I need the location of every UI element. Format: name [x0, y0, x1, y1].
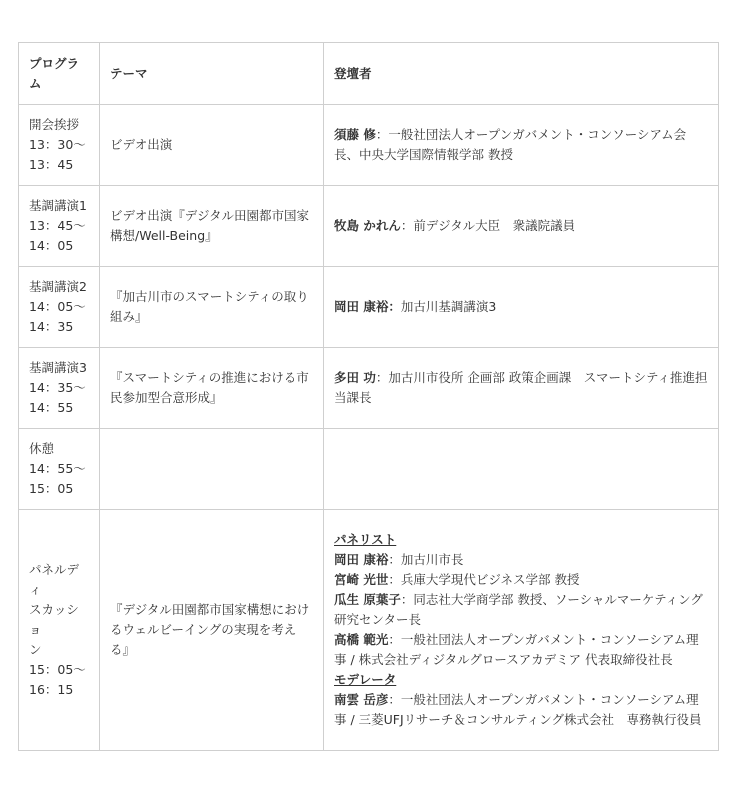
- header-speakers: 登壇者: [324, 43, 719, 105]
- theme-cell: 『加古川市のスマートシティの取り組み』: [100, 267, 324, 348]
- table-row: [19, 429, 719, 510]
- table-row: [19, 267, 719, 348]
- speaker-desc: ：前デジタル大臣 衆議院議員: [400, 218, 576, 233]
- panelist-entry: [334, 570, 708, 590]
- theme-cell: [100, 429, 324, 510]
- panelist-entry: [334, 630, 708, 670]
- program-cell: [19, 186, 100, 267]
- theme-cell: ビデオ出演: [100, 105, 324, 186]
- program-end: 14：55: [29, 400, 74, 415]
- program-cell: [19, 429, 100, 510]
- speaker-desc: ：一般社団法人オープンガバメント・コンソーシアム会長、中央大学国際情報学部 教授: [334, 127, 687, 162]
- program-cell: [19, 267, 100, 348]
- program-title: 基調講演2: [29, 279, 87, 294]
- program-end: 14：05: [29, 238, 74, 253]
- speaker-cell: [324, 105, 719, 186]
- speaker-name: 南雲 岳彦: [334, 692, 389, 707]
- program-cell: [19, 105, 100, 186]
- speaker-desc: ：加古川市長: [388, 552, 464, 567]
- speaker-name: 岡田 康裕：: [334, 299, 401, 314]
- program-end: 14：35: [29, 319, 74, 334]
- theme-cell: 『スマートシティの推進における市民参加型合意形成』: [100, 348, 324, 429]
- moderator-entry: [334, 690, 708, 730]
- speaker-desc: ：兵庫大学現代ビジネス学部 教授: [388, 572, 580, 587]
- program-table: [18, 42, 719, 751]
- program-start: 13：30～: [29, 137, 86, 152]
- table-row: [19, 105, 719, 186]
- program-end: 15：05: [29, 481, 74, 496]
- speaker-desc: ：同志社大学商学部 教授、ソーシャルマーケティング研究センター長: [334, 592, 703, 627]
- program-title: パネルディ: [29, 562, 80, 597]
- panelist-heading: パネリスト: [334, 532, 397, 547]
- program-title: ン: [29, 642, 42, 657]
- speaker-name: 多田 功: [334, 370, 376, 385]
- table-row-panel: [19, 510, 719, 751]
- speaker-cell: [324, 510, 719, 751]
- speaker-cell: [324, 348, 719, 429]
- program-end: 16：15: [29, 682, 74, 697]
- program-title: 休憩: [29, 441, 55, 456]
- speaker-desc: ：一般社団法人オープンガバメント・コンソーシアム理事 / 株式会社ディジタルグロースアカデミア 代表取締役社長: [334, 632, 699, 667]
- table-row: [19, 348, 719, 429]
- header-program: プログラム: [19, 43, 100, 105]
- speaker-cell: [324, 186, 719, 267]
- speaker-desc: 加古川基調講演3: [400, 299, 497, 314]
- program-title: 基調講演3: [29, 360, 87, 375]
- moderator-heading: モデレータ: [334, 672, 397, 687]
- program-start: 14：55～: [29, 461, 86, 476]
- program-title: スカッショ: [29, 602, 79, 637]
- program-cell: [19, 510, 100, 751]
- panelist-entry: [334, 590, 708, 630]
- speaker-cell: [324, 429, 719, 510]
- theme-cell: ビデオ出演『デジタル田園都市国家構想/Well-Being』: [100, 186, 324, 267]
- program-start: 15：05～: [29, 662, 86, 677]
- program-cell: [19, 348, 100, 429]
- speaker-name: 瓜生 原葉子: [334, 592, 401, 607]
- program-start: 13：45～: [29, 218, 86, 233]
- speaker-name: 岡田 康裕: [334, 552, 389, 567]
- program-end: 13：45: [29, 157, 74, 172]
- header-theme: テーマ: [100, 43, 324, 105]
- theme-cell: 『デジタル田園都市国家構想におけるウェルビーイングの実現を考える』: [100, 510, 324, 751]
- program-start: 14：05～: [29, 299, 86, 314]
- program-start: 14：35～: [29, 380, 86, 395]
- speaker-name: 高橋 範光: [334, 632, 389, 647]
- speaker-cell: [324, 267, 719, 348]
- speaker-name: 牧島 かれん: [334, 218, 401, 233]
- table-header-row: [19, 43, 719, 105]
- speaker-name: 須藤 修: [334, 127, 376, 142]
- speaker-desc: ：加古川市役所 企画部 政策企画課 スマートシティ推進担当課長: [334, 370, 708, 405]
- table-row: [19, 186, 719, 267]
- program-title: 開会挨拶: [29, 117, 80, 132]
- speaker-desc: ：一般社団法人オープンガバメント・コンソーシアム理事 / 三菱UFJリサーチ＆コンサルティング株式会社 専務執行役員: [334, 692, 702, 727]
- program-title: 基調講演1: [29, 198, 87, 213]
- panelist-entry: [334, 550, 708, 570]
- speaker-name: 宮崎 光世: [334, 572, 389, 587]
